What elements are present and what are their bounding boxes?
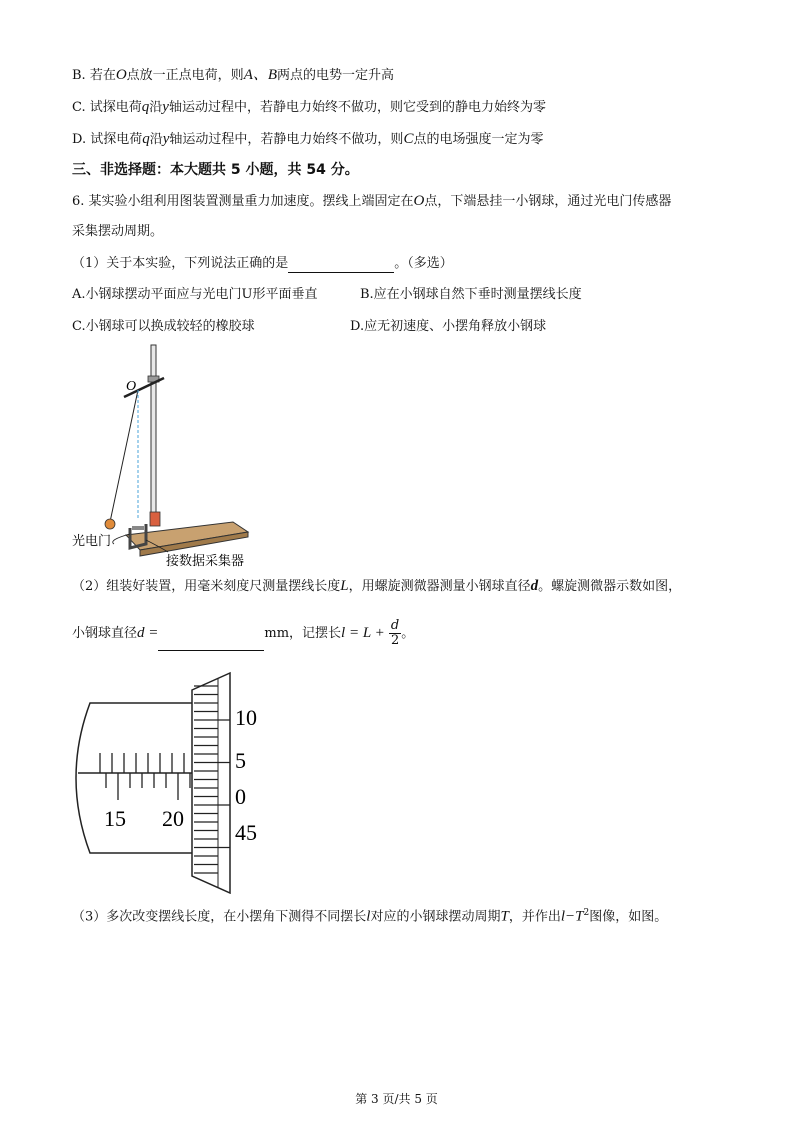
figure-label-o: O — [126, 379, 137, 394]
part-3-prompt: （3）多次改变摆线长度，在小摆角下测得不同摆长l对应的小钢球摆动周期T，并作出$l-T^2$图像，如图。 — [72, 908, 668, 925]
question-6-intro: 6. 某实验小组利用图装置测量重力加速度。摆线上端固定在O点，下端悬挂一小钢球，通过光电门传感器 — [72, 193, 672, 209]
page-footer: 第 3 页/共 5 页 — [355, 1092, 438, 1106]
part-1-prompt: （1）关于本实验，下列说法正确的是 。（多选） — [72, 256, 453, 271]
thimble-label-45: 45 — [235, 820, 257, 845]
photogate-label: 光电门 — [72, 533, 112, 548]
pendulum-apparatus-figure — [68, 340, 298, 572]
section-heading: 三、非选择题：本大题共 5 小题，共 54 分。 — [72, 162, 359, 178]
part-1-option-b: B.应在小钢球自然下垂时测量摆线长度 — [360, 287, 582, 302]
option-c-line: C. 试探电荷q沿y轴运动过程中，若静电力始终不做功，则它受到的静电力始终为零 — [72, 99, 546, 115]
part-1-option-c: C.小钢球可以换成较轻的橡胶球 — [72, 319, 255, 334]
thimble-label-5: 5 — [235, 748, 246, 773]
answer-blank-1[interactable] — [288, 258, 394, 273]
fraction-d-over-2: $\frac{d}{2}$ — [390, 618, 400, 648]
part-1-option-a: A.小钢球摆动平面应与光电门U形平面垂直 — [72, 287, 318, 302]
thimble-label-10: 10 — [235, 705, 257, 730]
thimble-label-0: 0 — [235, 784, 246, 809]
question-6-intro-cont: 采集摆动周期。 — [72, 224, 164, 239]
sleeve-label-20: 20 — [162, 806, 184, 831]
sleeve-label-15: 15 — [104, 806, 126, 831]
micrometer-figure — [70, 668, 310, 894]
answer-blank-2[interactable] — [158, 628, 264, 651]
data-collector-label: 接数据采集器 — [166, 553, 245, 568]
option-b-line: B. 若在O点放一正点电荷，则A、B两点的电势一定升高 — [72, 67, 395, 83]
steel-ball — [105, 519, 115, 529]
option-d-line: D. 试探电荷q沿y轴运动过程中，若静电力始终不做功，则C点的电场强度一定为零 — [72, 131, 544, 147]
part-2-answer-line: 小钢球直径d = mm，记摆长l = L + $\frac{d}{2}$ 。 — [72, 616, 414, 651]
part-2-prompt: （2）组装好装置，用毫米刻度尺测量摆线长度L，用螺旋测微器测量小钢球直径d。螺旋测微器示数如图， — [72, 578, 682, 594]
part-1-option-d: D.应无初速度、小摆角释放小钢球 — [350, 319, 547, 334]
